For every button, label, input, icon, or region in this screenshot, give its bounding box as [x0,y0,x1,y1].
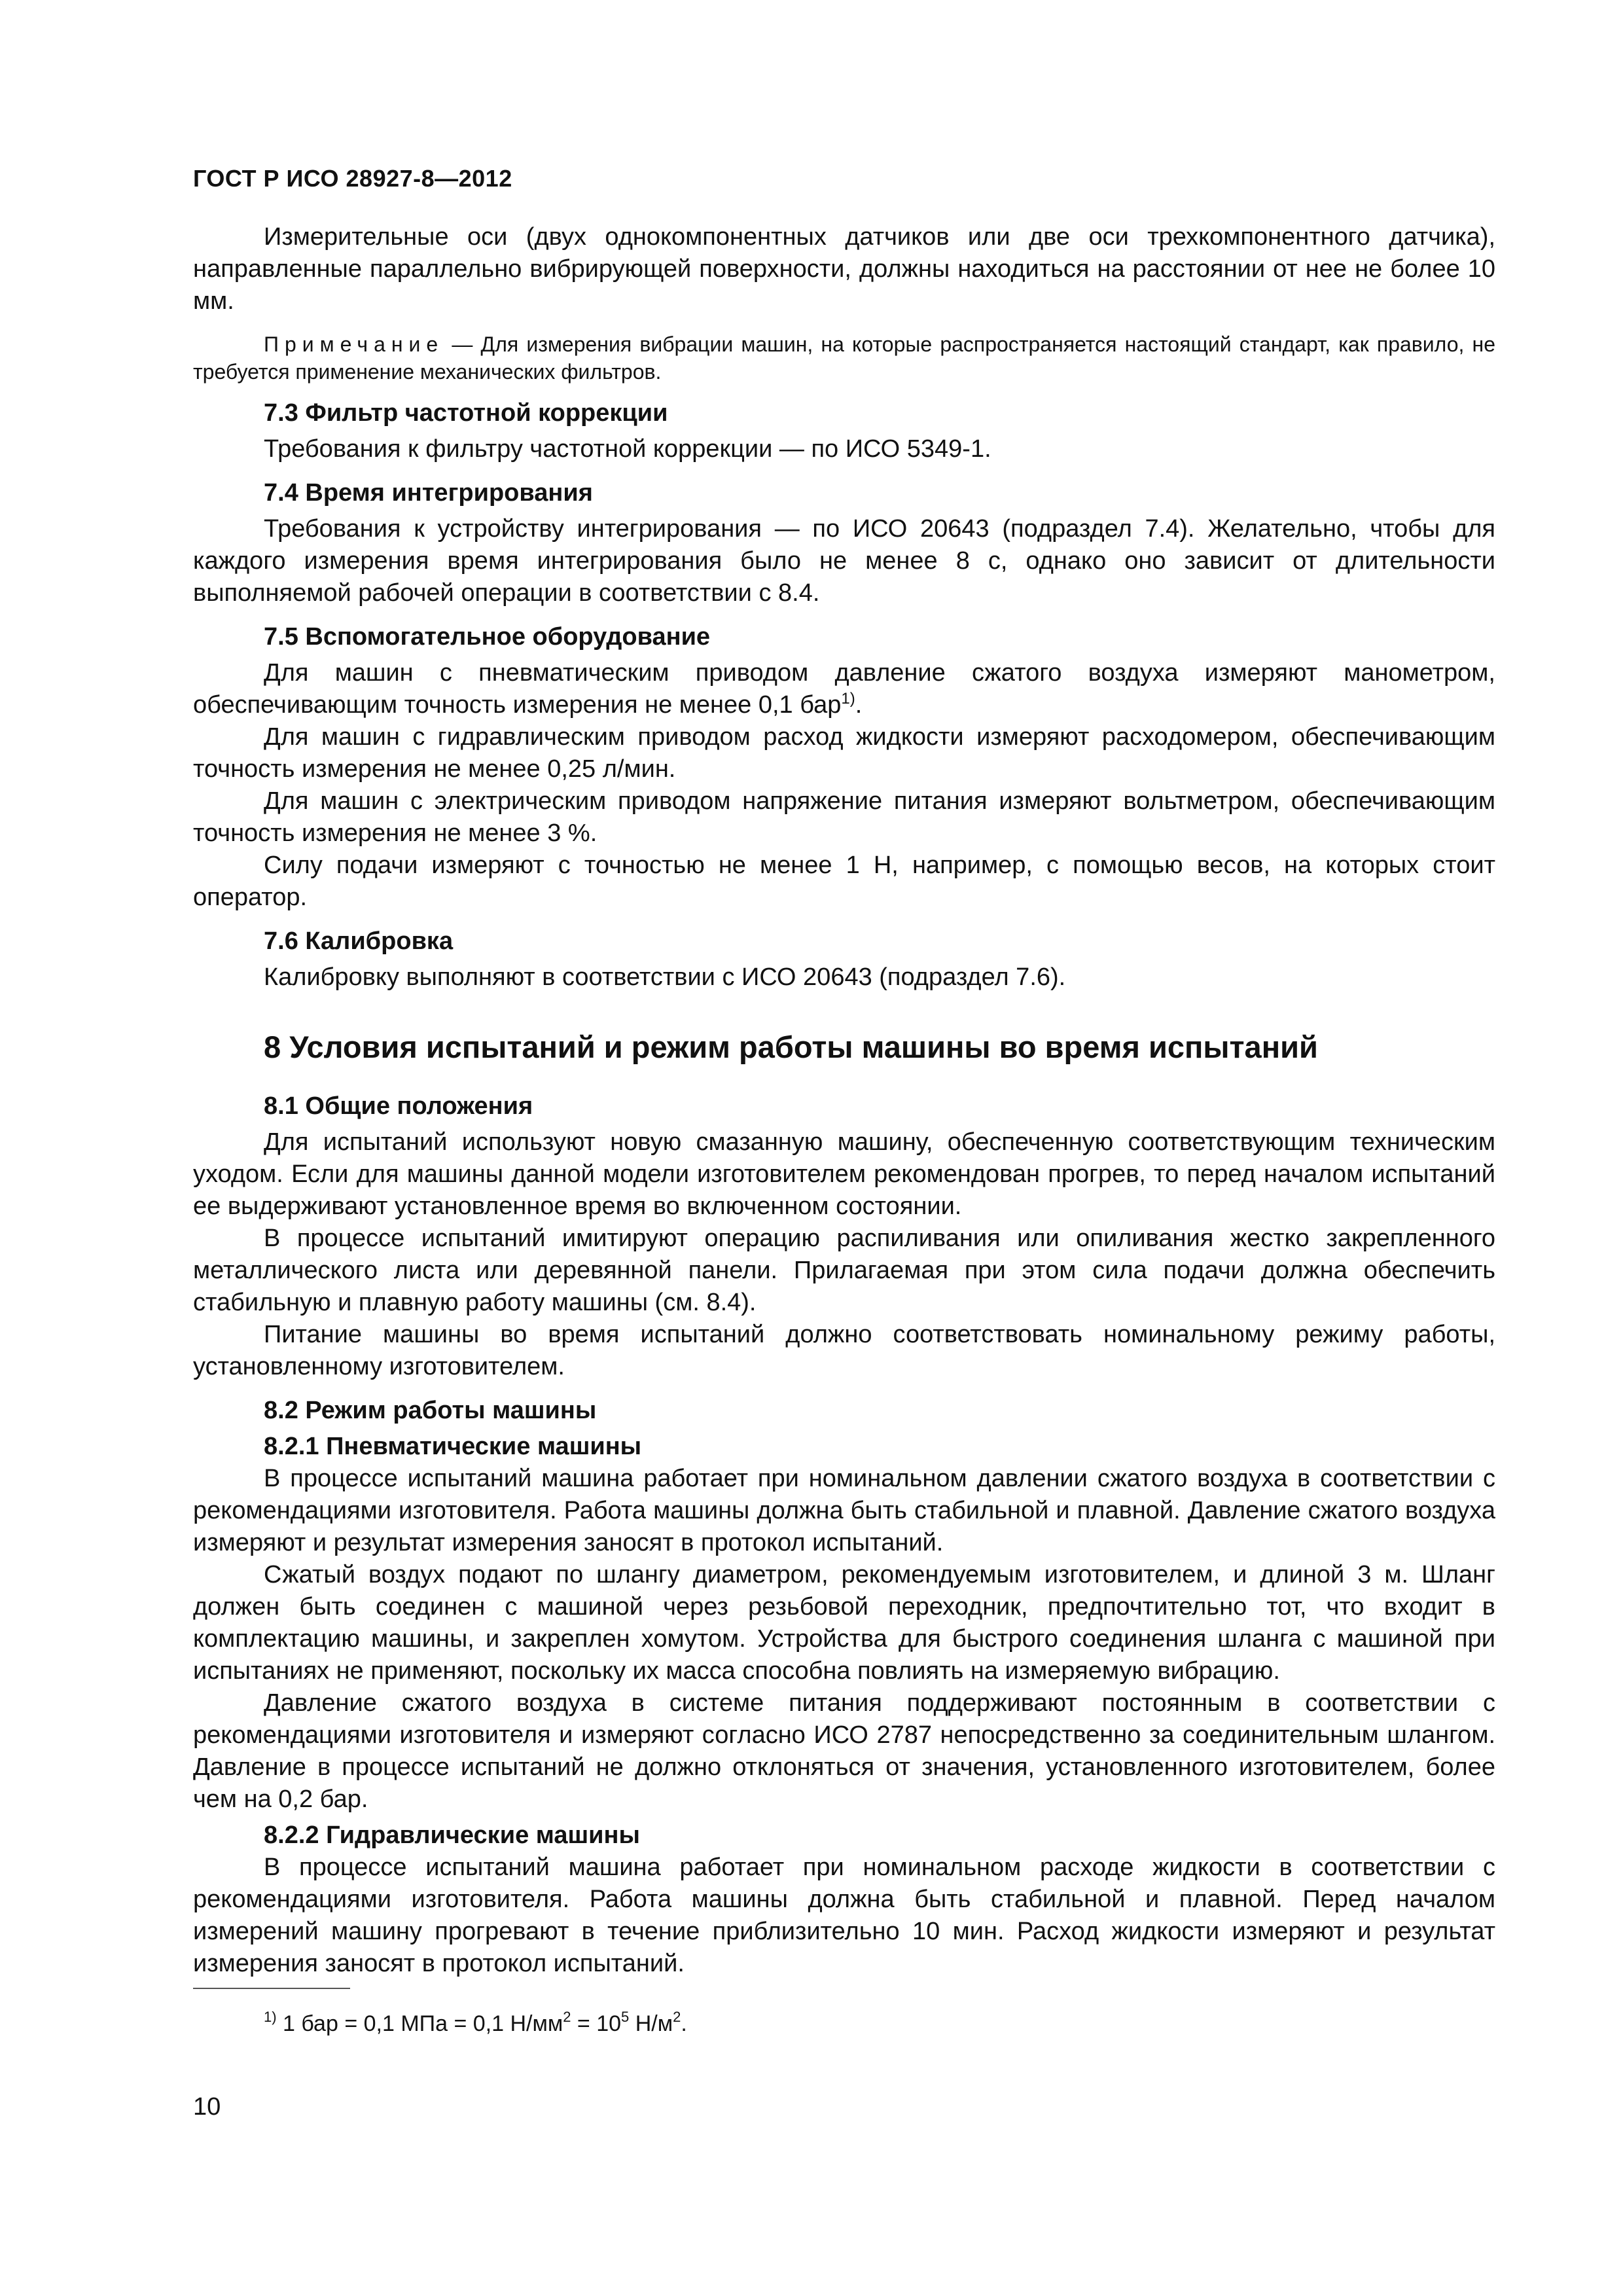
footnote-sup-3: 2 [673,2009,681,2025]
section-7-4-paragraph: Требования к устройству интегрирования — по ИСО 20643 (подраздел 7.4). Желательно, чтобы для каждого измерения время интегрирования было не менее 8 с, однако оно зависит от длительности выполняемой рабочей операции в соответствии с 8.4. [193,515,1495,607]
footnote-text-1: 1 бар = 0,1 МПа = 0,1 Н/мм [276,2011,563,2036]
footnote-sup-2: 5 [621,2009,630,2025]
section-8-title: 8 Условия испытаний и режим работы машины во время испытаний [264,1030,1318,1064]
section-8-2-2-paragraph-1: В процессе испытаний машина работает при номинальном расходе жидкости в соответствии с рекомендациями изготовителя. Работа машины должна быть стабильной и плавной. Перед началом измерений машину прогревают в течение приблизительно 10 мин. Расход жидкости измеряют и результат измерения заносят в протокол испытаний. [193,1854,1495,1977]
section-7-5-title: 7.5 Вспомогательное оборудование [264,623,711,651]
footnote-separator [193,1988,350,1989]
footnote-sup-1: 2 [563,2009,571,2025]
section-7-5-p1-end: . [855,691,863,719]
document-body [193,221,1495,1980]
intro-paragraph: Измерительные оси (двух однокомпонентных датчиков или две оси трехкомпонентного датчика), направленные параллельно вибрирующей поверхности, должны находиться на расстоянии от нее не более 10 мм. [193,223,1495,315]
section-7-3-paragraph: Требования к фильтру частотной коррекции — по ИСО 5349-1. [264,435,991,463]
section-8-1-paragraph-3: Питание машины во время испытаний должно соответствовать номинальному режиму работы, установленному изготовителем. [193,1321,1495,1380]
section-7-6-title: 7.6 Калибровка [264,927,454,955]
section-8-1-paragraph-2: В процессе испытаний имитируют операцию распиливания или опиливания жестко закрепленного металлического листа или деревянной панели. Прилагаемая при этом сила подачи должна обеспечить стабильную и плавную работу машины (см. 8.4). [193,1225,1495,1316]
document-header: ГОСТ Р ИСО 28927-8—2012 [193,165,512,192]
section-7-5-paragraph-4: Силу подачи измеряют с точностью не менее 1 Н, например, с помощью весов, на которых стоит оператор. [193,852,1495,911]
footnote-marker: 1) [264,2009,277,2025]
note-text: — Для измерения вибрации машин, на которые распространяется настоящий стандарт, как правило, не требуется применение механических фильтров. [193,332,1495,384]
page-number: 10 [193,2093,221,2121]
note-label: Примечание [264,332,444,356]
section-8-1-title: 8.1 Общие положения [264,1092,533,1120]
footnote [264,2009,687,2038]
section-8-2-title: 8.2 Режим работы машины [264,1397,597,1424]
footnote-text-2: = 10 [571,2011,622,2036]
section-7-5-paragraph-1 [193,657,1495,721]
section-7-5-paragraph-2: Для машин с гидравлическим приводом расход жидкости измеряют расходомером, обеспечивающим точность измерения не менее 0,25 л/мин. [193,723,1495,783]
section-8-2-1-paragraph-2: Сжатый воздух подают по шлангу диаметром, рекомендуемым изготовителем, и длиной 3 м. Шланг должен быть соединен с машиной через резьбовой переходник, предпочтительно тот, что входит в комплектацию машины, и закреплен хомутом. Устройства для быстрого соединения шланга с машиной при испытаниях не применяют, поскольку их масса способна повлиять на измеряемую вибрацию. [193,1561,1495,1685]
section-7-5-paragraph-3: Для машин с электрическим приводом напряжение питания измеряют вольтметром, обеспечивающим точность измерения не менее 3 %. [193,787,1495,847]
section-8-2-2-title: 8.2.2 Гидравлические машины [264,1821,640,1849]
note-paragraph [193,331,1495,386]
section-8-1-paragraph-1: Для испытаний используют новую смазанную машину, обеспеченную соответствующим техническим уходом. Если для машины данной модели изготовителем рекомендован прогрев, то перед началом испытаний ее выдерживают установленное время во включенном состоянии. [193,1128,1495,1220]
footnote-text-3: Н/м [629,2011,673,2036]
section-8-2-1-paragraph-1: В процессе испытаний машина работает при номинальном давлении сжатого воздуха в соответствии с рекомендациями изготовителя. Работа машины должна быть стабильной и плавной. Давление сжатого воздуха измеряют и результат измерения заносят в протокол испытаний. [193,1465,1495,1556]
section-8-2-1-paragraph-3: Давление сжатого воздуха в системе питания поддерживают постоянным в соответствии с рекомендациями изготовителя и измеряют согласно ИСО 2787 непосредственно за соединительным шлангом. Давление в процессе испытаний не должно отклоняться от значения, установленного изготовителем, более чем на 0,2 бар. [193,1689,1495,1813]
footnote-ref: 1) [841,690,855,708]
footnote-text-4: . [681,2011,687,2036]
section-7-4-title: 7.4 Время интегрирования [264,479,593,507]
section-7-5-p1-text: Для машин с пневматическим приводом давление сжатого воздуха измеряют манометром, обеспечивающим точность измерения не менее 0,1 бар [193,659,1495,719]
section-7-6-paragraph: Калибровку выполняют в соответствии с ИСО 20643 (подраздел 7.6). [264,963,1066,991]
section-8-2-1-title: 8.2.1 Пневматические машины [264,1433,642,1460]
section-7-3-title: 7.3 Фильтр частотной коррекции [264,399,668,427]
